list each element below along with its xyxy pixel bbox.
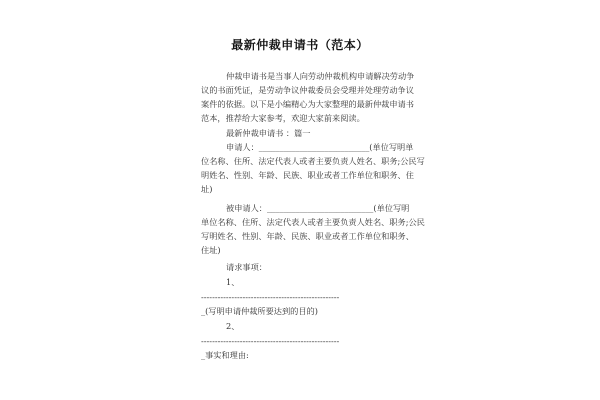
item-2-number: 2、: [226, 321, 240, 331]
respondent-line-4: 住址): [201, 245, 221, 255]
intro-line-1: 仲裁申请书是当事人向劳动仲裁机构申请解决劳动争: [226, 71, 415, 81]
request-heading: 请求事项：: [226, 262, 267, 272]
intro-line-2: 议的书面凭证，是劳动争议仲裁委员会受理并处理劳动争议: [201, 85, 414, 95]
item-1-number: 1、: [226, 277, 240, 287]
section-heading: 最新仲裁申请书 ：篇一: [226, 128, 311, 138]
applicant-line-2: 位名称、住所、法定代表人或者主要负责人姓名、职务;公民写: [201, 156, 425, 166]
applicant-line-1: 申请人：___________________________(单位写明单: [226, 142, 414, 152]
respondent-line-1: 被申请人：__________________________(单位写明: [226, 203, 410, 213]
document-title: 最新仲裁申请书（范本）: [231, 38, 369, 52]
facts-heading: _事实和理由:: [201, 350, 249, 360]
applicant-line-4: 址): [201, 184, 213, 194]
item-1-note: _(写明申请仲裁所要达到的目的): [201, 306, 318, 316]
respondent-line-3: 写明姓名、性别、年龄、民族、职业或者工作单位和职务、: [201, 231, 414, 241]
respondent-line-2: 单位名称、住所、法定代表人或者主要负责人姓名、职务;公民: [201, 217, 425, 227]
intro-line-3: 案件的依据。以下是小编精心为大家整理的最新仲裁申请书: [201, 99, 414, 109]
dash-line-2: --------------------------------------------------: [201, 336, 340, 346]
dash-line-1: --------------------------------------------------: [201, 292, 340, 302]
applicant-line-3: 明姓名、性别、年龄、民族、职业或者工作单位和职务、住: [201, 170, 414, 180]
intro-line-4: 范本，推荐给大家参考，欢迎大家前来阅读。: [201, 113, 365, 123]
